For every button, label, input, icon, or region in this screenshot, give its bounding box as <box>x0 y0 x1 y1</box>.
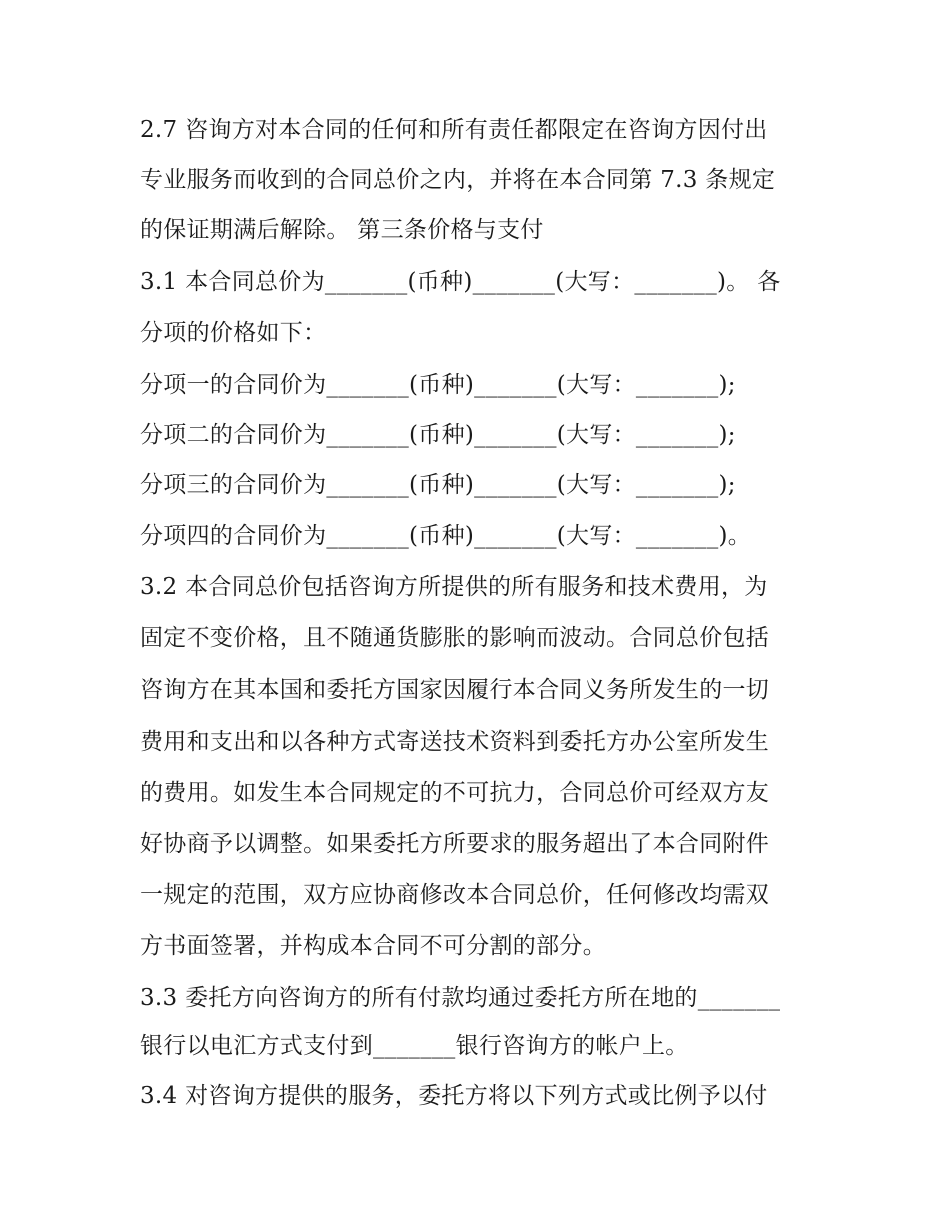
text-line: 分项三的合同价为_______(币种)_______(大写：_______); <box>140 472 736 498</box>
text-line: 2.7 咨询方对本合同的任何和所有责任都限定在咨询方因付出 <box>140 117 768 143</box>
text-line: 3.1 本合同总价为_______(币种)_______(大写：_______)。 各 <box>140 269 781 295</box>
text-line: 分项的价格如下： <box>140 320 327 346</box>
text-line: 固定不变价格，且不随通货膨胀的影响而波动。合同总价包括 <box>140 625 770 651</box>
text-line: 方书面签署，并构成本合同不可分割的部分。 <box>140 933 606 959</box>
text-line: 分项二的合同价为_______(币种)_______(大写：_______); <box>140 422 736 448</box>
text-line: 的费用。如发生本合同规定的不可抗力，合同总价可经双方友 <box>140 780 770 806</box>
text-line: 专业服务而收到的合同总价之内，并将在本合同第 7.3 条规定 <box>140 167 776 193</box>
text-line: 一规定的范围，双方应协商修改本合同总价，任何修改均需双 <box>140 882 770 908</box>
text-line: 3.2 本合同总价包括咨询方所提供的所有服务和技术费用，为 <box>140 574 768 600</box>
text-line: 3.3 委托方向咨询方的所有付款均通过委托方所在地的_______ <box>140 985 781 1011</box>
text-line: 的保证期满后解除。 第三条价格与支付 <box>140 217 544 243</box>
text-line: 咨询方在其本国和委托方国家因履行本合同义务所发生的一切 <box>140 677 770 703</box>
text-line: 分项四的合同价为_______(币种)_______(大写：_______)。 <box>140 523 752 549</box>
text-line: 费用和支出和以各种方式寄送技术资料到委托方办公室所发生 <box>140 729 770 755</box>
text-line: 3.4 对咨询方提供的服务，委托方将以下列方式或比例予以付 <box>140 1083 768 1109</box>
text-line: 好协商予以调整。如果委托方所要求的服务超出了本合同附件 <box>140 831 770 857</box>
text-line: 分项一的合同价为_______(币种)_______(大写：_______); <box>140 372 736 398</box>
text-line: 银行以电汇方式支付到_______银行咨询方的帐户上。 <box>140 1033 689 1059</box>
